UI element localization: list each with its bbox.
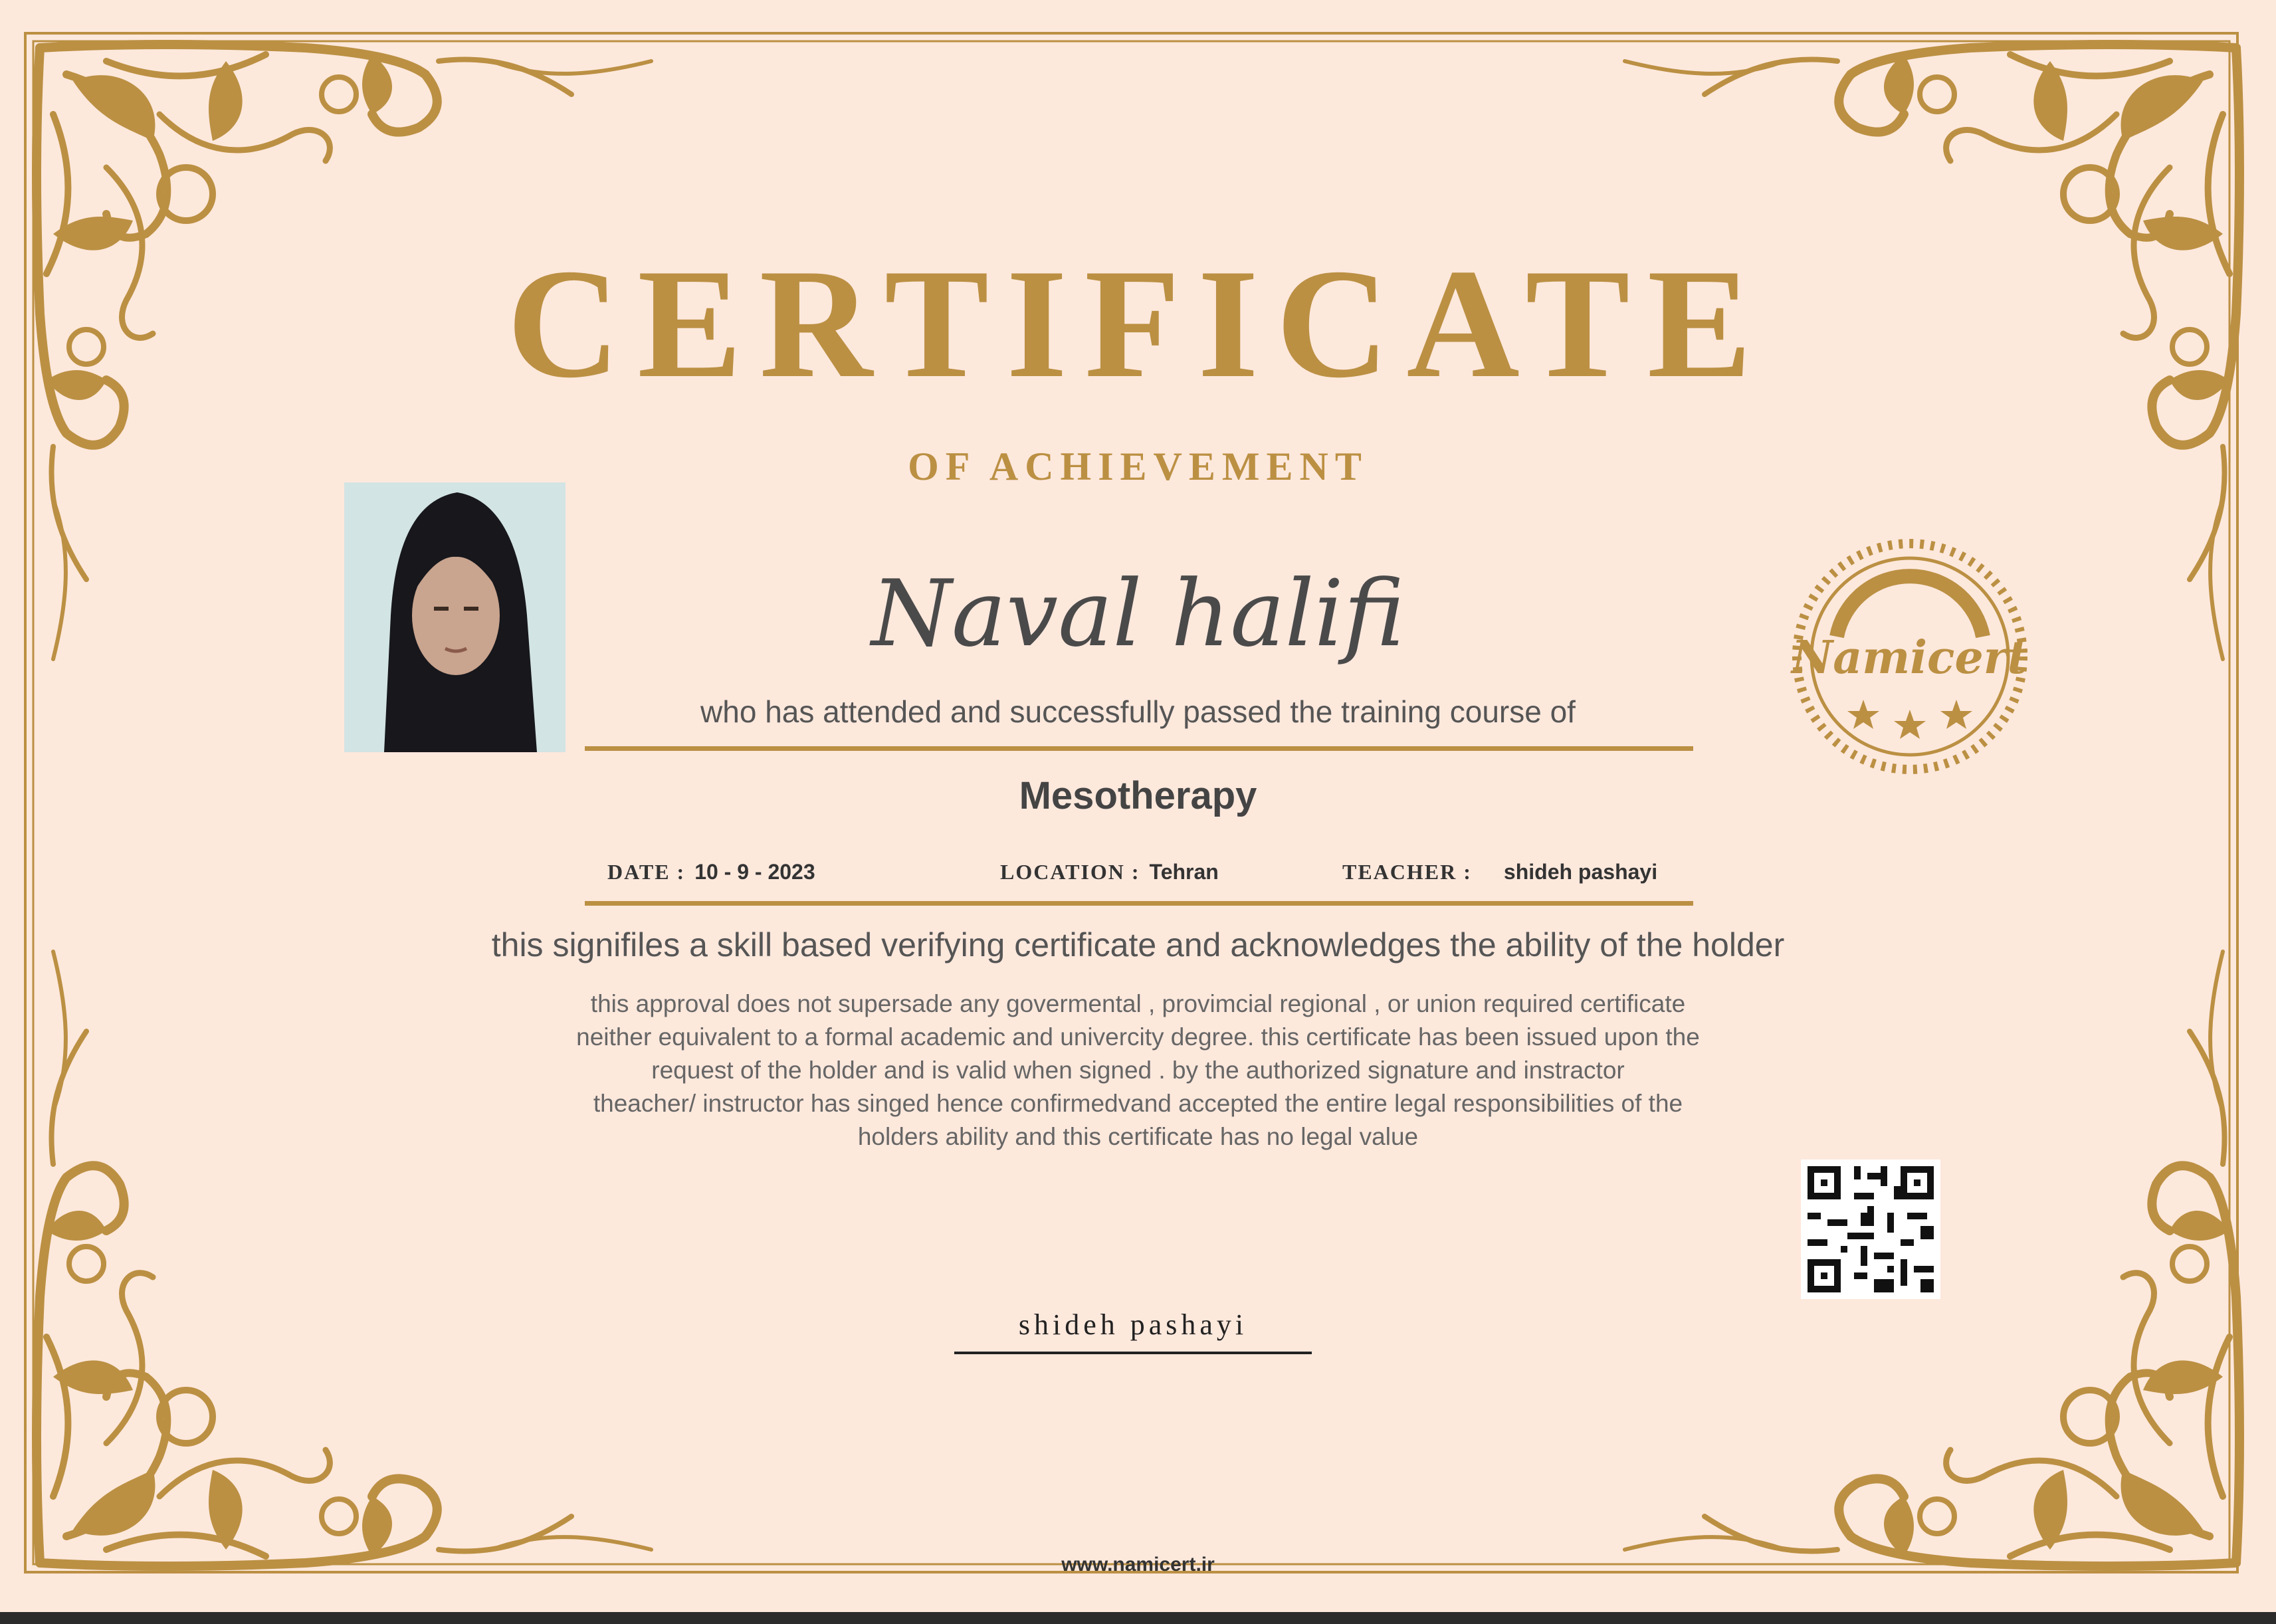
attended-text: who has attended and successfully passed the training course of: [700, 694, 1576, 729]
disclaimer-line: request of the holder and is valid when signed . by the authorized signature and instractor: [651, 1057, 1625, 1084]
divider-bottom: [585, 901, 1693, 906]
date-field: [607, 860, 815, 884]
teacher-value: shideh pashayi: [1503, 860, 1658, 884]
certificate-title: CERTIFICATE: [506, 237, 1770, 411]
bottom-edge: [0, 1612, 2276, 1624]
signature-name: shideh pashayi: [1018, 1308, 1248, 1341]
location-label: LOCATION :: [1000, 860, 1140, 884]
recipient-name: Naval halifi: [871, 560, 1405, 667]
svg-text:Namicert: Namicert: [1792, 631, 2028, 684]
divider-top: [585, 746, 1693, 751]
website-link[interactable]: www.namicert.ir: [1061, 1554, 1215, 1575]
qr-code-icon[interactable]: [1801, 1160, 1940, 1299]
teacher-field: [1342, 860, 1657, 884]
signifies-statement: this signifiles a skill based verifying certificate and acknowledges the ability of the holder: [491, 926, 1785, 964]
teacher-label: TEACHER :: [1342, 860, 1472, 884]
course-name: Mesotherapy: [1019, 774, 1257, 817]
namicert-seal-icon: [1790, 537, 2029, 776]
disclaimer-line: holders ability and this certificate has no legal value: [857, 1123, 1419, 1150]
location-field: [1000, 860, 1219, 884]
disclaimer-line: neither equivalent to a formal academic and univercity degree. this certificate has been issued upon the: [576, 1023, 1700, 1051]
date-value: 10 - 9 - 2023: [694, 860, 815, 884]
disclaimer-line: this approval does not supersade any govermental , provimcial regional , or union required certificate: [590, 990, 1686, 1017]
disclaimer-text: [465, 987, 1811, 1154]
location-value: Tehran: [1149, 860, 1219, 884]
certificate-subtitle: OF ACHIEVEMENT: [908, 445, 1368, 488]
signature-line: [954, 1352, 1312, 1354]
disclaimer-line: theacher/ instructor has singed hence confirmedvand accepted the entire legal responsibilities of the: [593, 1090, 1683, 1117]
date-label: DATE :: [607, 860, 686, 884]
